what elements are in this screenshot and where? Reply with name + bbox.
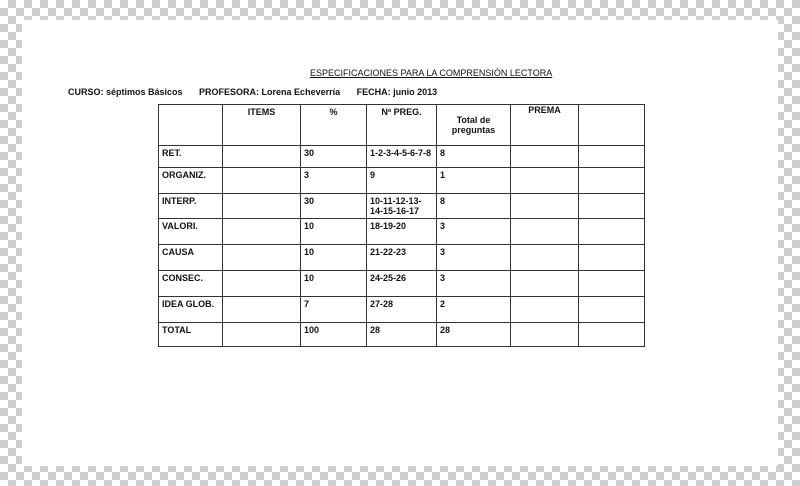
- row-total: 1: [437, 168, 511, 194]
- table-row: [159, 194, 645, 219]
- row-empty-cell: [579, 194, 645, 219]
- table-header-row: [159, 105, 645, 146]
- table-row: [159, 219, 645, 245]
- row-percent: 30: [301, 146, 367, 168]
- row-preg: 28: [367, 323, 437, 347]
- row-label: RET.: [159, 146, 223, 168]
- row-empty-cell: [579, 245, 645, 271]
- header-total: Total de preguntas: [437, 105, 511, 146]
- row-items-cell: [223, 323, 301, 347]
- fecha-label: FECHA: junio 2013: [356, 87, 438, 97]
- row-prema-cell: [511, 323, 579, 347]
- row-total: 3: [437, 245, 511, 271]
- curso-label: CURSO: séptimos Básicos: [68, 87, 183, 97]
- row-preg: 18-19-20: [367, 219, 437, 245]
- header-percent: %: [301, 105, 367, 146]
- row-prema-cell: [511, 194, 579, 219]
- row-prema-cell: [511, 219, 579, 245]
- row-prema-cell: [511, 245, 579, 271]
- row-preg: 24-25-26: [367, 271, 437, 297]
- row-empty-cell: [579, 323, 645, 347]
- header-label-cell: [159, 105, 223, 146]
- header-preg: Nº PREG.: [367, 105, 437, 146]
- document-page: [22, 20, 778, 466]
- header-prema: PREMA: [511, 105, 579, 146]
- row-empty-cell: [579, 271, 645, 297]
- row-total: 8: [437, 146, 511, 168]
- row-prema-cell: [511, 168, 579, 194]
- row-label: ORGANIZ.: [159, 168, 223, 194]
- row-percent: 10: [301, 219, 367, 245]
- row-percent: 7: [301, 297, 367, 323]
- specifications-table: [158, 104, 645, 347]
- header-items: ITEMS: [223, 105, 301, 146]
- row-items-cell: [223, 297, 301, 323]
- row-label: TOTAL: [159, 323, 223, 347]
- row-preg: 21-22-23: [367, 245, 437, 271]
- row-items-cell: [223, 194, 301, 219]
- row-empty-cell: [579, 219, 645, 245]
- row-items-cell: [223, 219, 301, 245]
- row-percent: 3: [301, 168, 367, 194]
- row-empty-cell: [579, 297, 645, 323]
- row-preg: 9: [367, 168, 437, 194]
- row-prema-cell: [511, 146, 579, 168]
- row-total: 3: [437, 271, 511, 297]
- row-items-cell: [223, 168, 301, 194]
- row-total: 28: [437, 323, 511, 347]
- profesora-label: PROFESORA: Lorena Echeverría: [199, 87, 341, 97]
- row-percent: 30: [301, 194, 367, 219]
- row-preg: 27-28: [367, 297, 437, 323]
- row-total: 8: [437, 194, 511, 219]
- row-items-cell: [223, 271, 301, 297]
- row-percent: 10: [301, 245, 367, 271]
- row-empty-cell: [579, 146, 645, 168]
- row-prema-cell: [511, 297, 579, 323]
- table-row: [159, 146, 645, 168]
- table-row: [159, 271, 645, 297]
- document-meta: [68, 87, 451, 97]
- row-items-cell: [223, 146, 301, 168]
- row-prema-cell: [511, 271, 579, 297]
- row-preg: 1-2-3-4-5-6-7-8: [367, 146, 437, 168]
- row-preg: 10-11-12-13-14-15-16-17: [367, 194, 437, 219]
- table-row: [159, 245, 645, 271]
- header-empty-cell: [579, 105, 645, 146]
- table-row: [159, 323, 645, 347]
- row-label: CAUSA: [159, 245, 223, 271]
- table-row: [159, 168, 645, 194]
- row-items-cell: [223, 245, 301, 271]
- row-label: CONSEC.: [159, 271, 223, 297]
- row-label: INTERP.: [159, 194, 223, 219]
- row-percent: 100: [301, 323, 367, 347]
- row-total: 3: [437, 219, 511, 245]
- row-percent: 10: [301, 271, 367, 297]
- row-total: 2: [437, 297, 511, 323]
- row-label: VALORI.: [159, 219, 223, 245]
- row-empty-cell: [579, 168, 645, 194]
- row-label: IDEA GLOB.: [159, 297, 223, 323]
- table-row: [159, 297, 645, 323]
- document-title: ESPECIFICACIONES PARA LA COMPRENSIÓN LECTORA: [310, 68, 553, 78]
